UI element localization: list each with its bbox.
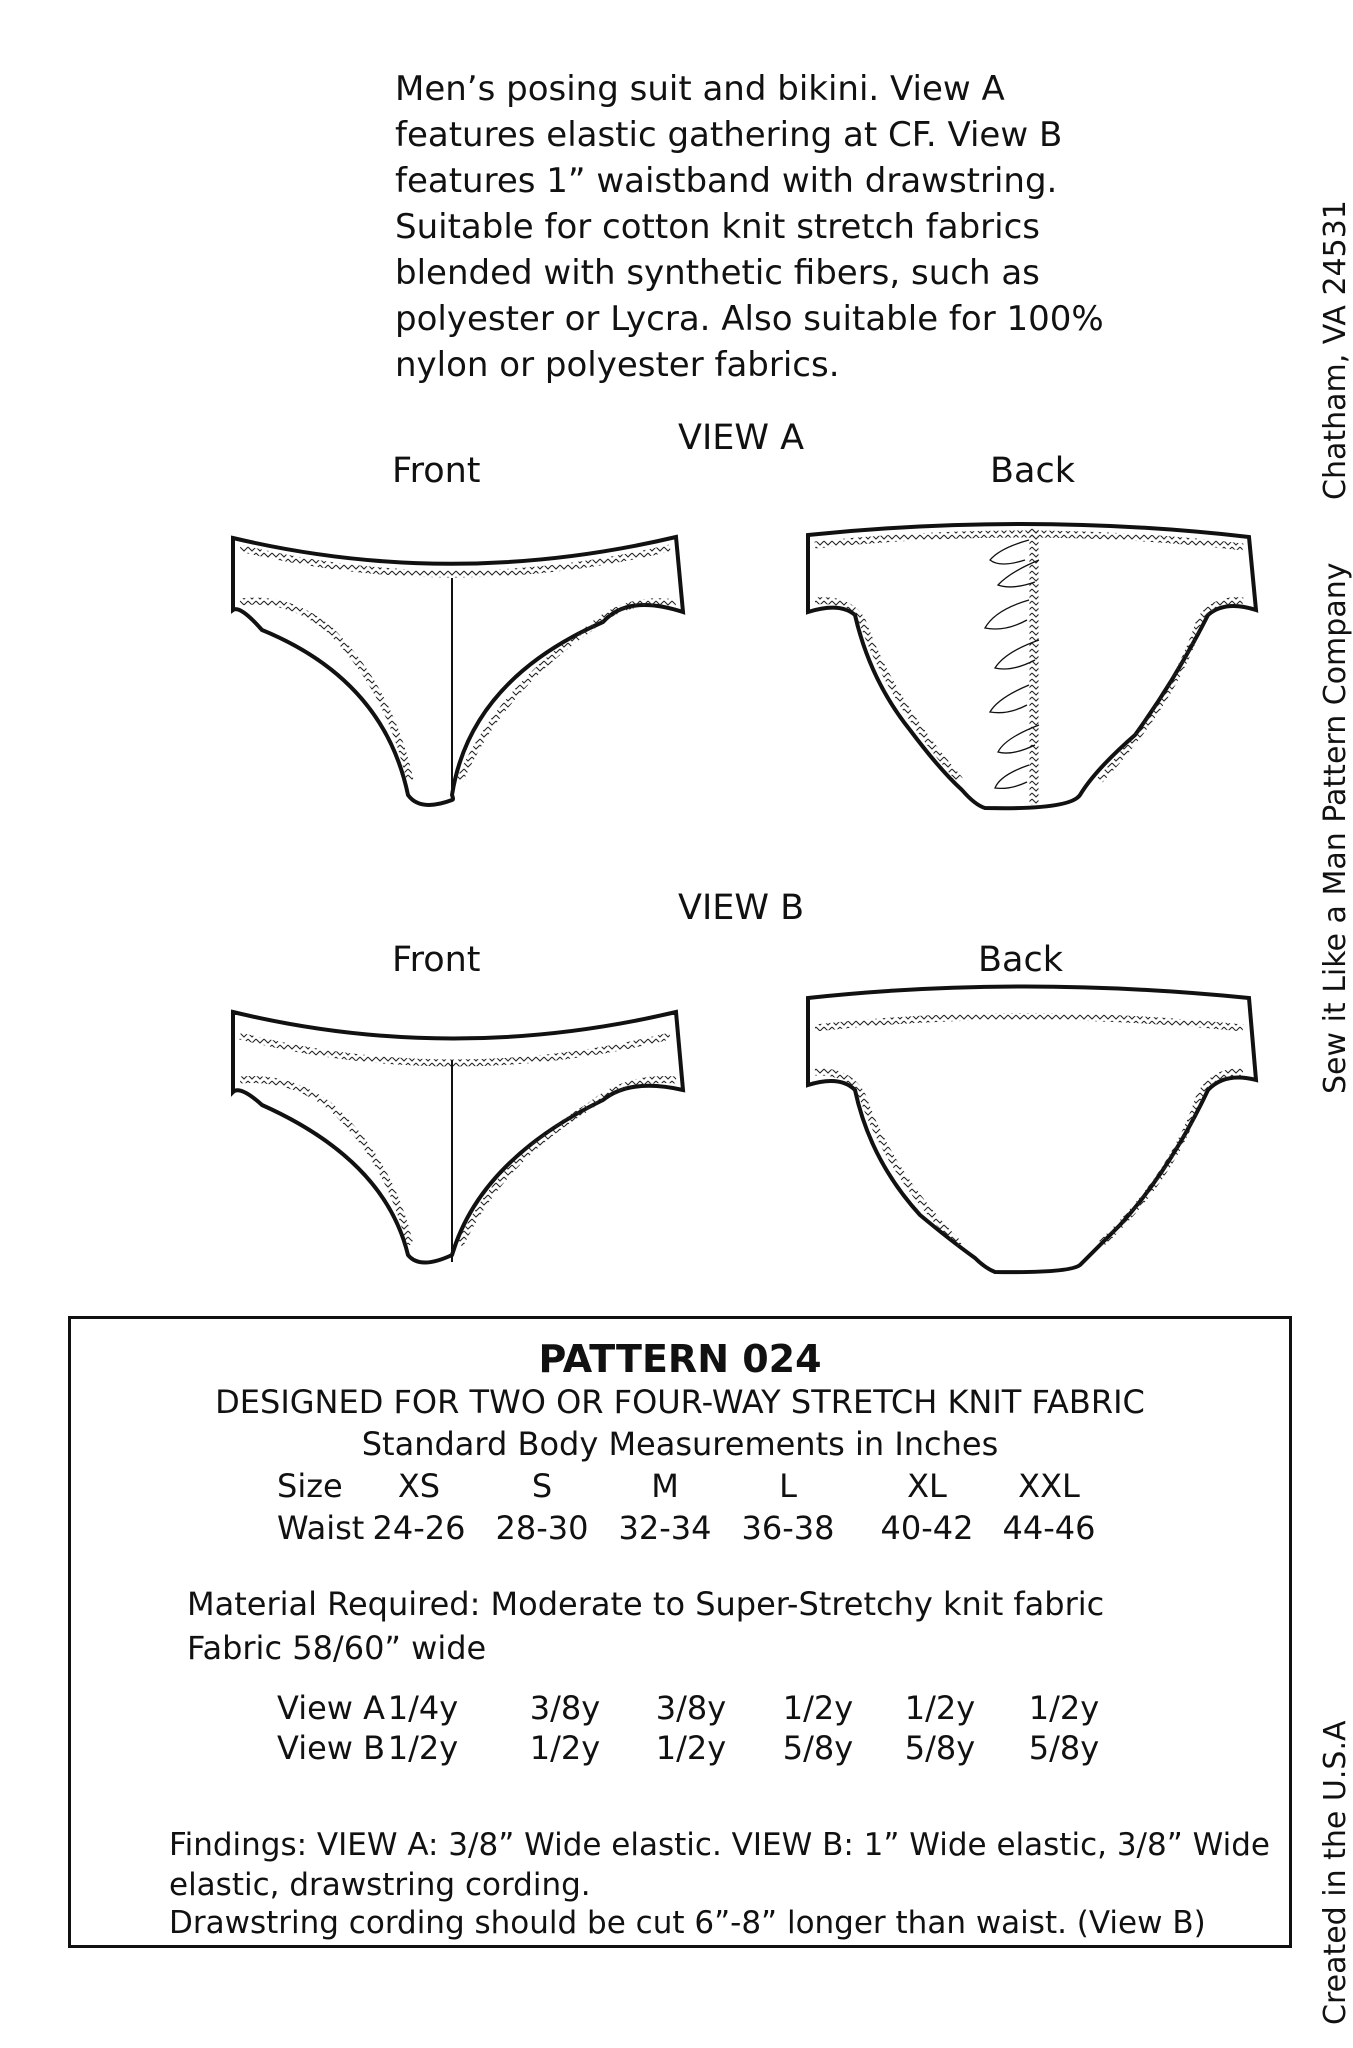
- view-a-title: VIEW A: [678, 418, 805, 458]
- description-line: polyester or Lycra. Also suitable for 100%: [395, 299, 1104, 339]
- waist-header: Waist: [277, 1509, 365, 1547]
- yardage-row-label: View B: [277, 1729, 386, 1767]
- company-name: Sew it Like a Man Pattern Company: [1318, 562, 1353, 1094]
- view-b-back-label: Back: [978, 940, 1063, 980]
- size-header: Size: [277, 1467, 343, 1505]
- view-a-front-label: Front: [392, 451, 481, 491]
- fabric-designation: DESIGNED FOR TWO OR FOUR-WAY STRETCH KNIT FABRIC: [215, 1383, 1145, 1421]
- view-a-back-drawing: [808, 524, 1256, 808]
- findings-line: Drawstring cording should be cut 6”-8” longer than waist. (View B): [169, 1905, 1206, 1941]
- description-line: features 1” waistband with drawstring.: [395, 161, 1058, 201]
- material-required: Material Required: Moderate to Super-Stretchy knit fabric: [187, 1585, 1105, 1623]
- origin-note: Created in the U.S.A: [1318, 1720, 1353, 2025]
- view-b-front-label: Front: [392, 940, 481, 980]
- view-b-title: VIEW B: [678, 888, 805, 928]
- yardage-row-label: View A: [277, 1689, 385, 1727]
- description-line: features elastic gathering at CF. View B: [395, 115, 1063, 155]
- findings-line: elastic, drawstring cording.: [169, 1867, 591, 1903]
- measurements-caption: Standard Body Measurements in Inches: [361, 1425, 999, 1463]
- view-a-back-label: Back: [990, 451, 1075, 491]
- description-line: blended with synthetic fibers, such as: [395, 253, 1040, 293]
- fabric-width: Fabric 58/60” wide: [187, 1629, 487, 1667]
- description-line: Men’s posing suit and bikini. View A: [395, 69, 1005, 109]
- findings-line: Findings: VIEW A: 3/8” Wide elastic. VIEW B: 1” Wide elastic, 3/8” Wide: [169, 1827, 1270, 1863]
- company-location: Chatham, VA 24531: [1318, 200, 1353, 500]
- view-b-back-drawing: [808, 987, 1256, 1273]
- description-line: nylon or polyester fabrics.: [395, 345, 840, 385]
- pattern-number-title: PATTERN 024: [538, 1337, 822, 1381]
- view-b-front-drawing: [233, 1012, 683, 1263]
- pattern-info-box: PATTERN 024 DESIGNED FOR TWO OR FOUR-WAY STRETCH KNIT FABRIC Standard Body Measurements in Inches Size XS S M L XL XXL Waist 24-26 28-30 32-34 36-38 40-42 44-46 Material Required: Moderate to Super-Stretchy knit fabric Fabric 58/60” wide View A 1/4y 3/8y 3/8y 1/2y 1/2y 1/2y View B 1/2y 1/2y 1/2y 5/8y 5/8y 5/8y Findings: VIEW A: 3/8” Wide elastic. VIEW B: 1” Wide elastic, 3/8” Wide elastic, drawstring cording. Drawstring cording should be cut 6”-8” longer than waist. (View B): [68, 1316, 1292, 1948]
- description-line: Suitable for cotton knit stretch fabrics: [395, 207, 1040, 247]
- view-a-front-drawing: [233, 537, 683, 805]
